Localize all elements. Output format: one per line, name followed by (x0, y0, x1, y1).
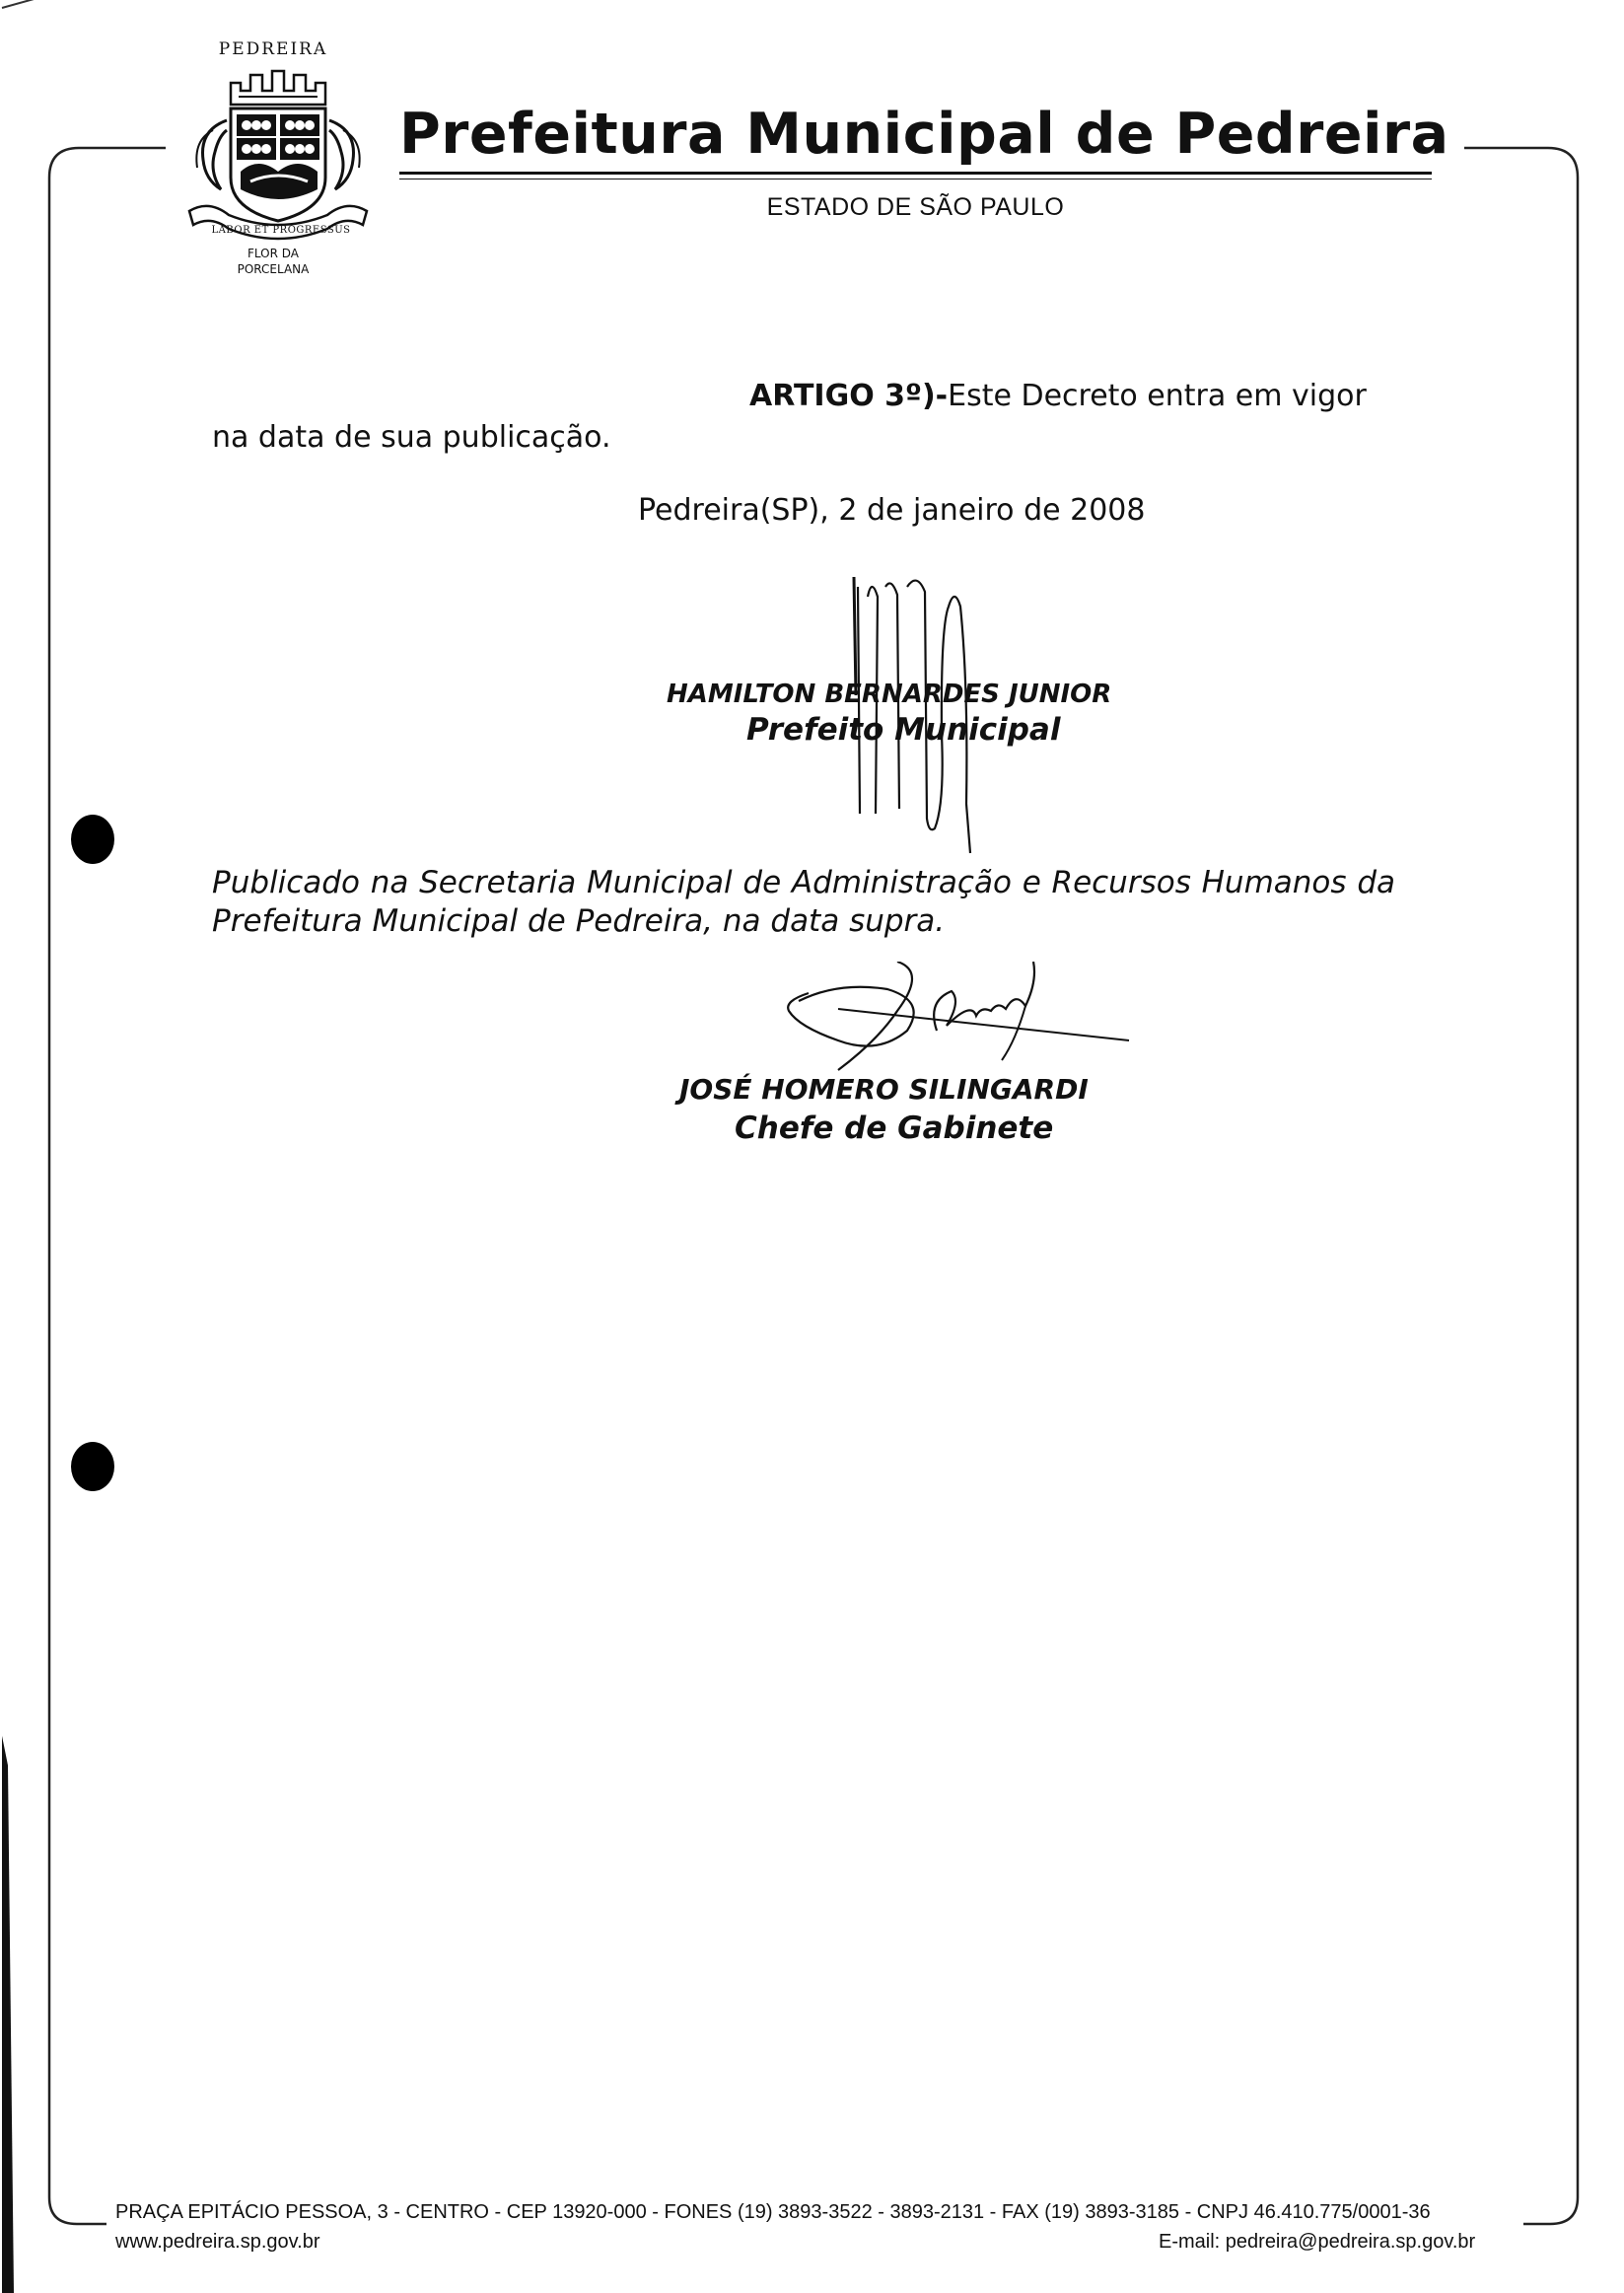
pub-word: na (370, 865, 409, 900)
footer-website[interactable]: www.pedreira.sp.gov.br (115, 2231, 320, 2253)
article-line (749, 379, 1367, 414)
pub-word: da (1357, 865, 1395, 900)
mayor-name: HAMILTON BERNARDES JUNIOR (667, 680, 1112, 709)
coat-nickname-line2: PORCELANA (237, 262, 310, 276)
chief-role: Chefe de Gabinete (735, 1111, 1054, 1146)
coat-motto: LABOR ET PROGRESSUS (211, 225, 351, 236)
chief-name: JOSÉ HOMERO SILINGARDI (679, 1073, 1089, 1106)
title-rule (399, 172, 1432, 175)
coat-nickname-line1: FLOR DA (247, 247, 299, 260)
pub-word: Secretaria (419, 865, 577, 900)
pub-word: Municipal (587, 865, 733, 900)
publication-line-2: Prefeitura Municipal de Pedreira, na data supra. (212, 902, 946, 939)
pub-word: e (1022, 865, 1041, 900)
punch-hole (71, 815, 114, 864)
signature-chief (779, 962, 1134, 1080)
mayor-role: Prefeito Municipal (746, 712, 1061, 748)
pub-word: Humanos (1201, 865, 1347, 900)
pub-word: Administração (791, 865, 1012, 900)
pub-word: Publicado (212, 865, 360, 900)
article-continuation: na data de sua publicação. (212, 420, 611, 455)
pub-word: Recursos (1051, 865, 1191, 900)
footer-email[interactable]: E-mail: pedreira@pedreira.sp.gov.br (1159, 2231, 1476, 2253)
article-label: ARTIGO 3º)- (749, 379, 949, 413)
punch-hole (71, 1442, 114, 1491)
place-date: Pedreira(SP), 2 de janeiro de 2008 (638, 493, 1146, 528)
coat-city-name: PEDREIRA (218, 39, 328, 59)
state-subtitle: ESTADO DE SÃO PAULO (766, 193, 1065, 221)
publication-note (212, 864, 1395, 941)
page-title: Prefeitura Municipal de Pedreira (399, 102, 1449, 167)
footer-address: PRAÇA EPITÁCIO PESSOA, 3 - CENTRO - CEP 13920-000 - FONES (19) 3893-3522 - 3893-2131 - FAX (19) 3893-3185 - CNPJ 46.410.775/0001-36 (115, 2201, 1431, 2223)
pub-word: de (742, 865, 782, 900)
publication-line-1 (212, 864, 1395, 902)
article-text: Este Decreto entra em vigor (948, 379, 1367, 413)
coat-of-arms (170, 36, 377, 282)
